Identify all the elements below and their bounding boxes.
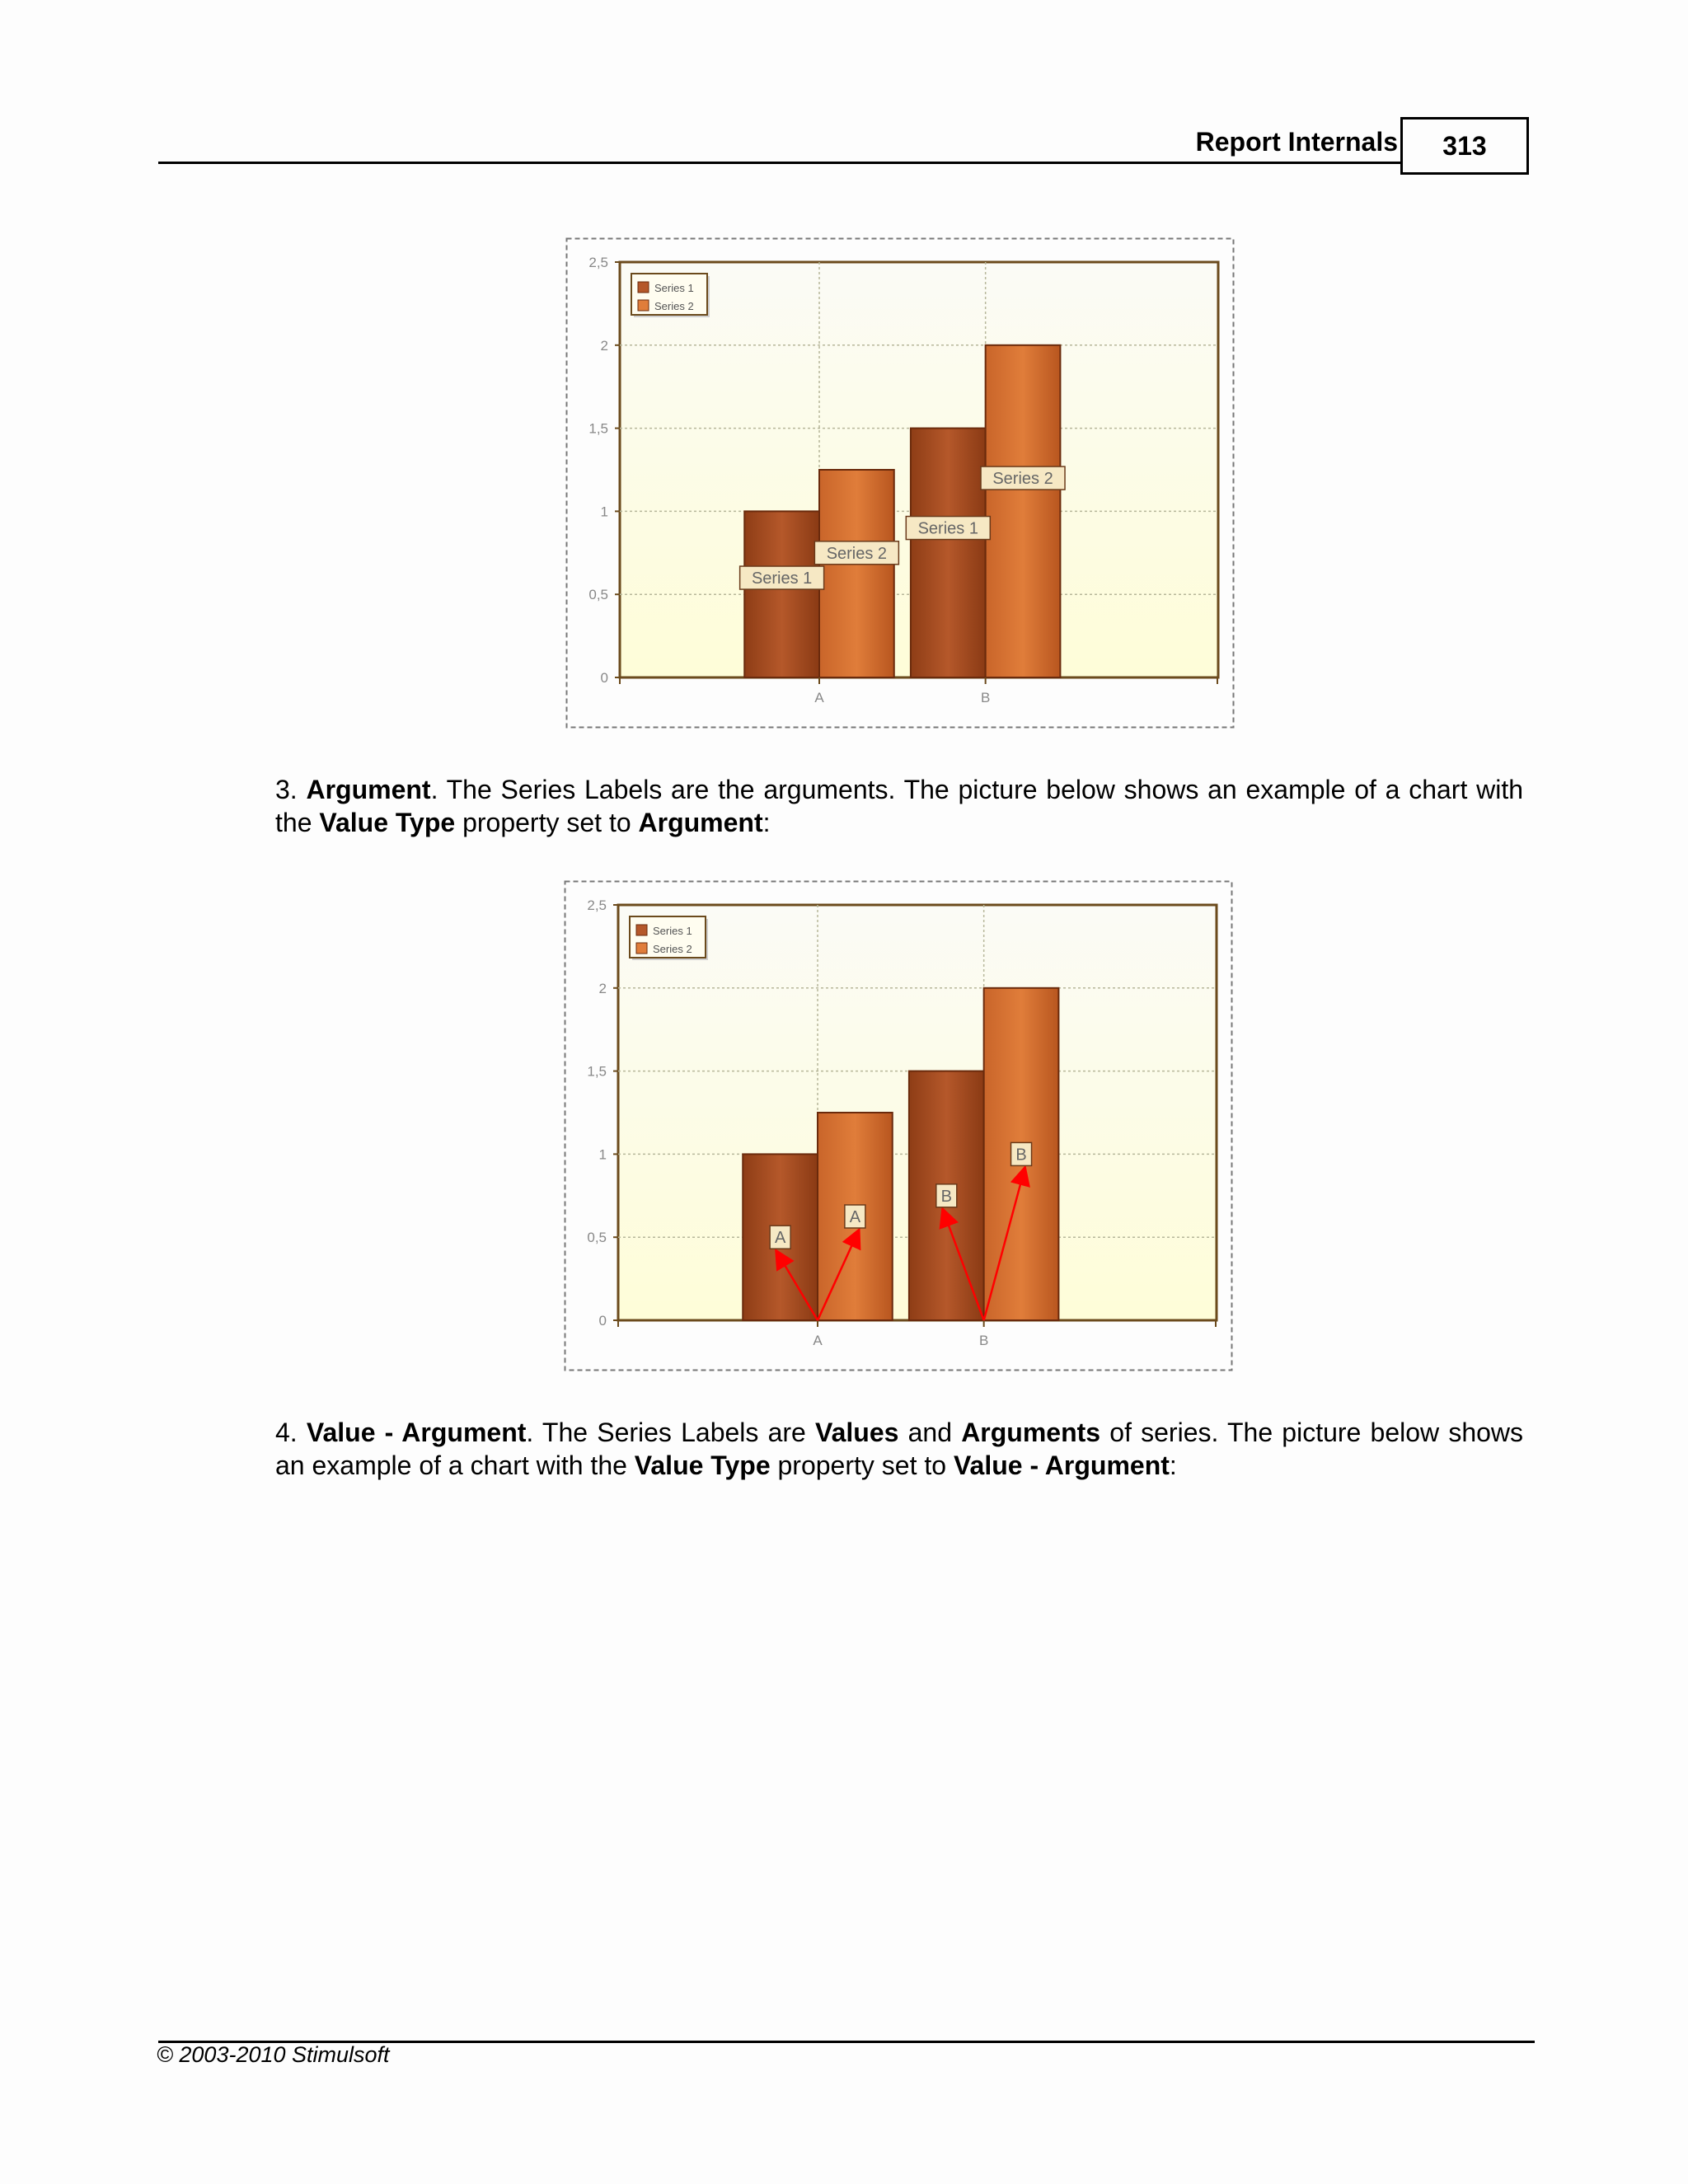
term-value-type: Value Type: [634, 1451, 771, 1480]
y-tick-label: 2,5: [587, 898, 607, 913]
y-tick-label: 2: [598, 980, 607, 996]
copyright: © 2003-2010 Stimulsoft: [157, 2042, 390, 2067]
legend-swatch: [636, 943, 647, 954]
series-label: B: [1015, 1146, 1027, 1165]
text: . The Series Labels are the arguments. The picture below shows an example of a chart with the: [275, 775, 1524, 837]
legend-label: Series 1: [654, 282, 694, 294]
y-tick-label: 1,5: [588, 420, 608, 437]
paragraph-value-argument: [275, 1416, 1523, 1482]
legend-swatch: [638, 300, 649, 311]
term-value-argument: Value - Argument: [306, 1418, 527, 1447]
header-rule: [158, 162, 1401, 164]
legend-swatch: [638, 282, 649, 293]
text: and: [898, 1418, 962, 1447]
y-tick-label: 1,5: [587, 1063, 607, 1080]
series-label: Series 2: [992, 470, 1053, 489]
series-label: B: [940, 1187, 952, 1206]
list-number: 4.: [275, 1418, 307, 1447]
series-label: A: [774, 1229, 786, 1248]
y-tick-label: 0,5: [587, 1230, 607, 1246]
term-value-argument: Value - Argument: [953, 1451, 1170, 1480]
y-tick-label: 1: [598, 1146, 607, 1163]
term-values: Values: [815, 1418, 899, 1447]
x-tick-label: A: [814, 690, 824, 705]
chart-value-type-argument: [564, 880, 1233, 1371]
y-tick-label: 2: [600, 337, 608, 354]
legend-label: Series 2: [654, 300, 694, 312]
y-tick-label: 0: [600, 670, 608, 686]
page-number: 313: [1442, 130, 1487, 161]
list-number: 3.: [275, 775, 307, 804]
x-tick-label: B: [980, 690, 991, 705]
x-tick-label: A: [813, 1333, 823, 1348]
term-argument: Argument: [306, 775, 431, 804]
page-number-box: [1400, 117, 1529, 175]
text: property set to: [455, 808, 639, 837]
bar: [744, 511, 819, 677]
chart-value-type-series-name: [565, 237, 1235, 729]
text: . The Series Labels are: [526, 1418, 816, 1447]
series-label: Series 1: [917, 519, 978, 538]
bar: [911, 429, 986, 677]
term-value-type: Value Type: [319, 808, 456, 837]
legend-swatch: [636, 925, 647, 935]
text: property set to: [770, 1451, 954, 1480]
term-arguments: Arguments: [961, 1418, 1101, 1447]
series-label: Series 2: [826, 544, 888, 563]
series-label: A: [849, 1208, 861, 1226]
y-tick-label: 0: [598, 1313, 607, 1329]
legend-label: Series 1: [653, 925, 692, 937]
y-tick-label: 1: [600, 504, 608, 520]
bar: [986, 345, 1061, 677]
text: :: [1169, 1451, 1177, 1480]
bar: [819, 470, 894, 677]
text: of series. The picture below shows an example of a chart with the: [275, 1418, 1524, 1480]
y-tick-label: 0,5: [588, 587, 608, 603]
y-tick-label: 2,5: [588, 255, 608, 270]
term-argument: Argument: [638, 808, 763, 837]
paragraph-argument: [275, 773, 1523, 839]
series-label: Series 1: [751, 569, 813, 588]
legend-label: Series 2: [653, 943, 692, 955]
text: :: [762, 808, 771, 837]
x-tick-label: B: [978, 1333, 989, 1348]
section-title: Report Internals: [1195, 127, 1398, 157]
